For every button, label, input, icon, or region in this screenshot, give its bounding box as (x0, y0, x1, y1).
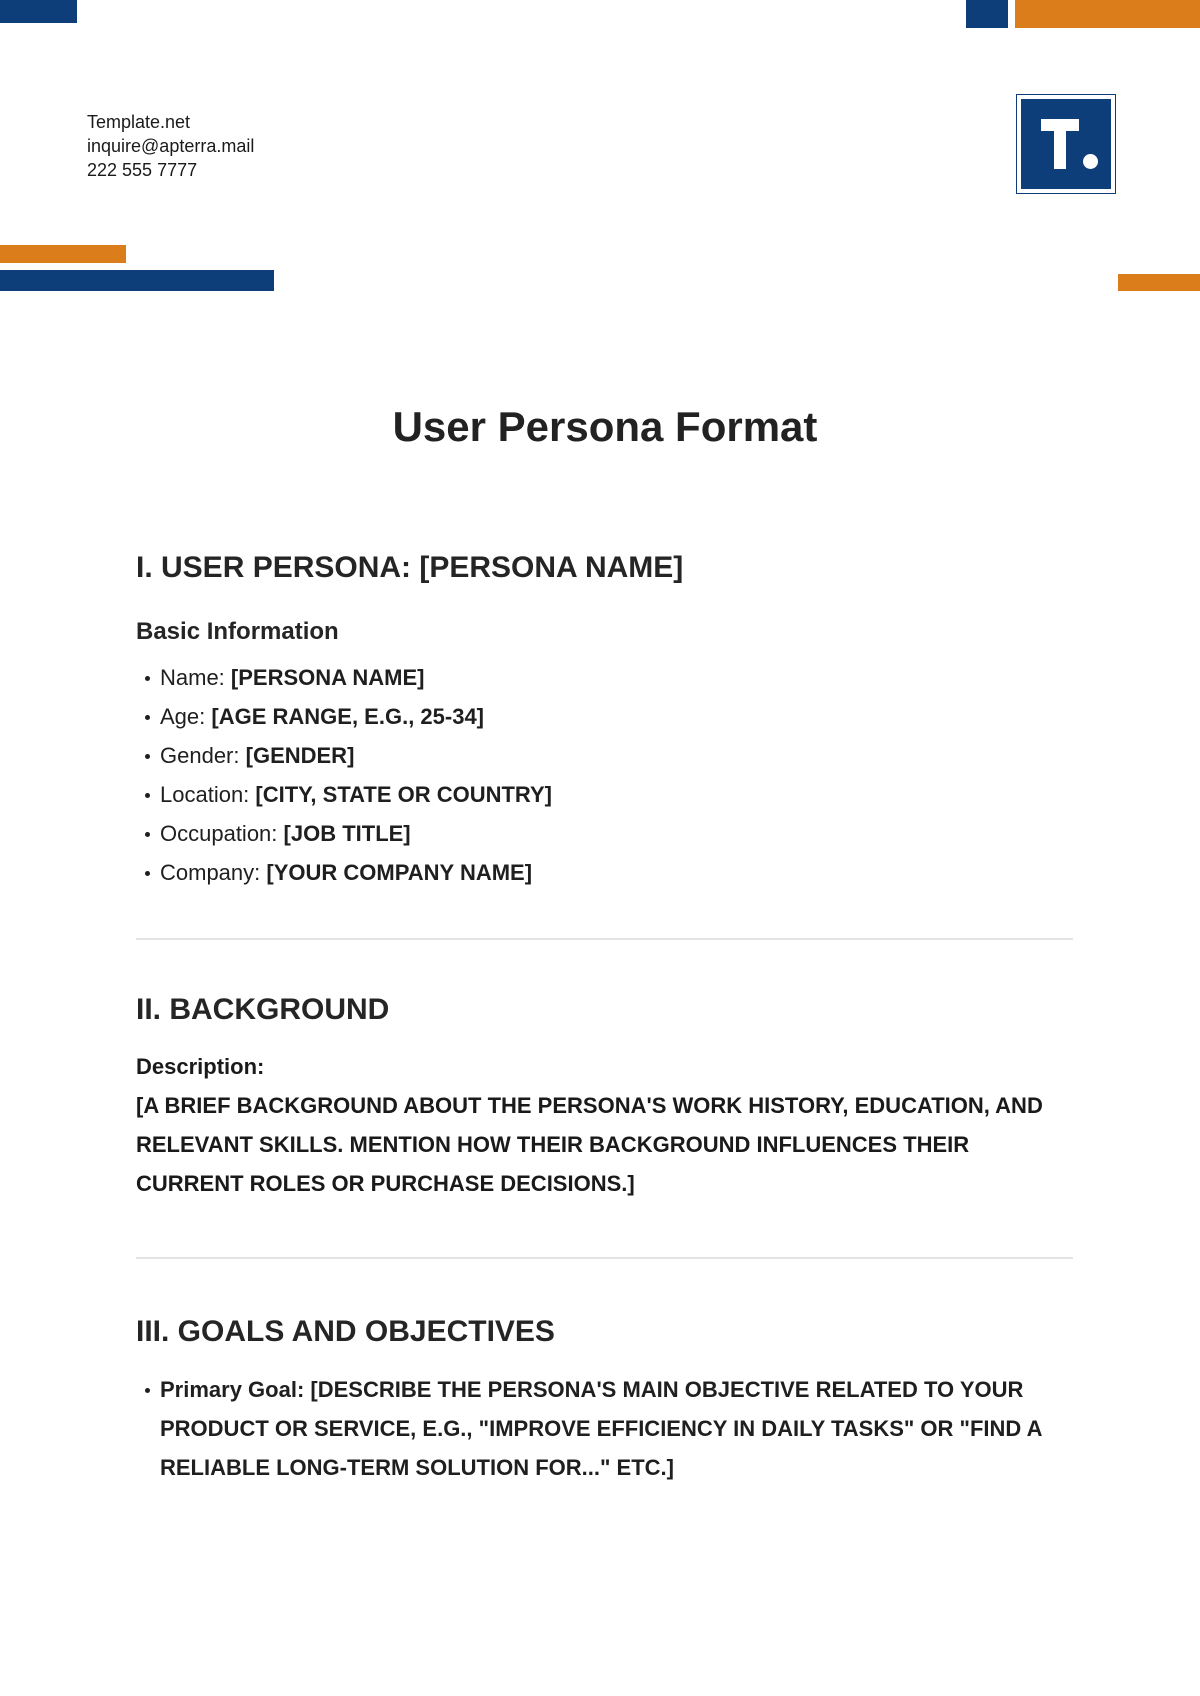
document-body (136, 548, 1074, 1487)
logo-mark (1021, 99, 1111, 189)
description-text: [A BRIEF BACKGROUND ABOUT THE PERSONA'S WORK HISTORY, EDUCATION, AND RELEVANT SKILLS. MENTION HOW THEIR BACKGROUND INFLUENCES THEIR CURRENT ROLES OR PURCHASE DECISIONS.] (136, 1093, 1043, 1196)
page-title: User Persona Format (392, 403, 818, 450)
section-background-heading: II. BACKGROUND (136, 993, 390, 1026)
left-orange-bar (0, 245, 126, 263)
logo-dot (1083, 154, 1098, 169)
top-right-orange-bar (1015, 0, 1200, 28)
list-item: Gender: [GENDER] (136, 736, 1074, 775)
contact-info (87, 110, 254, 182)
list-item: Company: [YOUR COMPANY NAME] (136, 853, 1074, 892)
right-orange-bar (1118, 274, 1200, 291)
basic-info-list (136, 658, 1074, 892)
goals-list (136, 1370, 1074, 1487)
list-item: Age: [AGE RANGE, E.G., 25-34] (136, 697, 1074, 736)
top-left-navy-bar (0, 0, 77, 23)
list-item: Occupation: [JOB TITLE] (136, 814, 1074, 853)
description-label: Description: (136, 1054, 265, 1079)
phone-text: 222 555 7777 (87, 160, 198, 180)
logo-t-glyph (1041, 119, 1079, 169)
company-name: Template.net (87, 112, 191, 132)
list-item: Location: [CITY, STATE OR COUNTRY] (136, 775, 1074, 814)
list-item: Primary Goal: [DESCRIBE THE PERSONA'S MAIN OBJECTIVE RELATED TO YOUR PRODUCT OR SERVICE, E.G., "IMPROVE EFFICIENCY IN DAILY TASKS" OR "FIND A RELIABLE LONG-TERM SOLUTION FOR..." ETC.] (136, 1370, 1074, 1487)
company-logo (1016, 94, 1116, 194)
left-navy-bar (0, 270, 274, 291)
section-persona-heading: I. USER PERSONA: [PERSONA NAME] (136, 551, 684, 584)
top-right-navy-block (966, 0, 1008, 28)
section-goals-heading: III. GOALS AND OBJECTIVES (136, 1315, 555, 1348)
basic-info-heading: Basic Information (136, 618, 339, 645)
list-item: Name: [PERSONA NAME] (136, 658, 1074, 697)
email-text: inquire@apterra.mail (87, 136, 255, 156)
